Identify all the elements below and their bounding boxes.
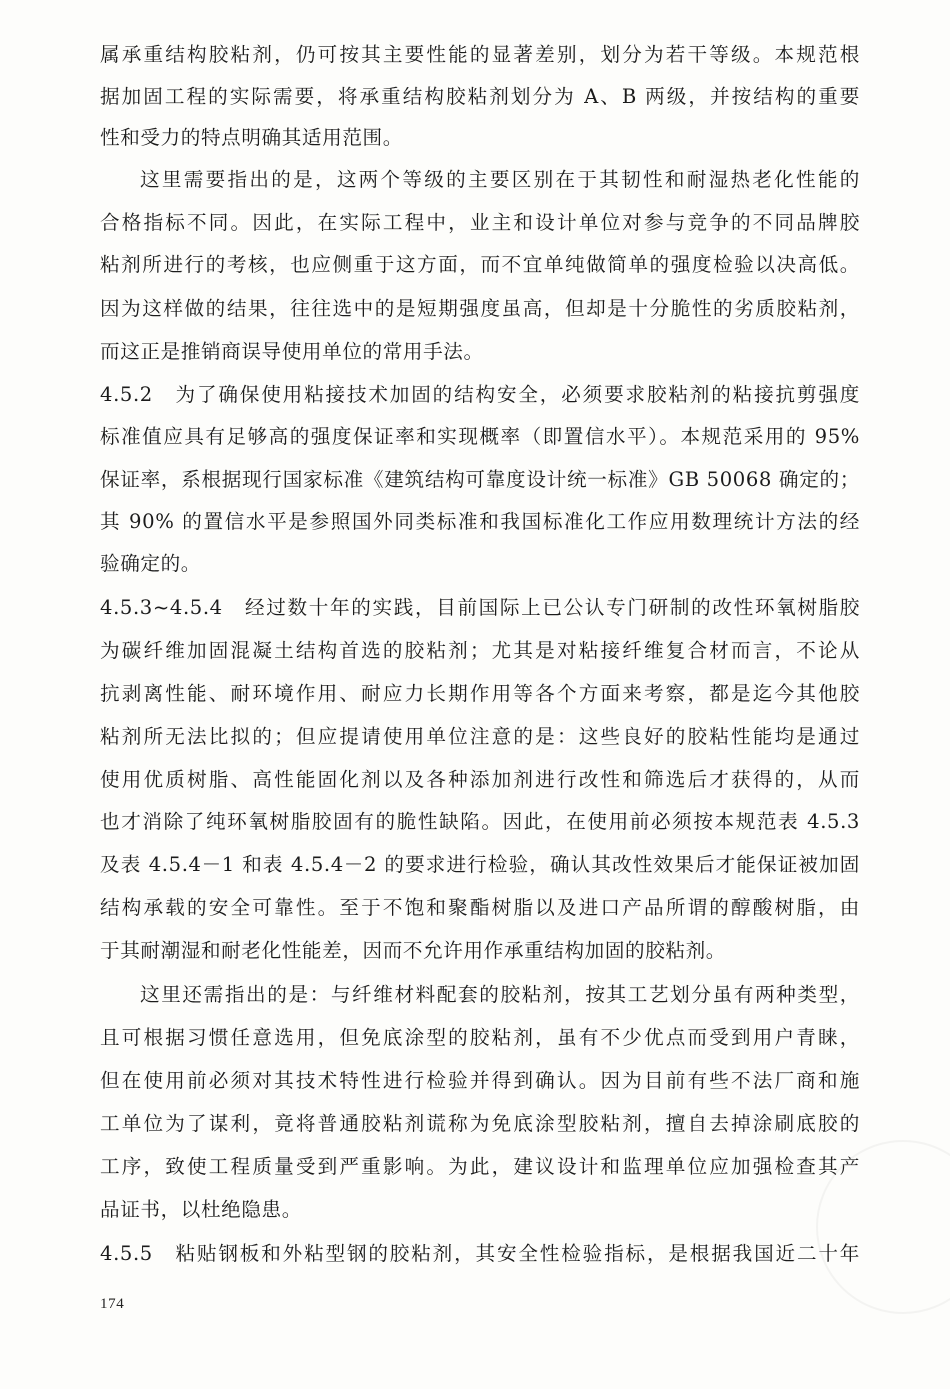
text-line: 其 90% 的置信水平是参照国外同类标准和我国标准化工作应用数理统计方法的经 [100,510,860,533]
text-line: 据加固工程的实际需要，将承重结构胶粘剂划分为 A、B 两级，并按结构的重要 [100,85,860,108]
text-line: 属承重结构胶粘剂，仍可按其主要性能的显著差别，划分为若干等级。本规范根 [100,43,860,66]
text-line: 但在使用前必须对其技术特性进行检验并得到确认。因为目前有些不法厂商和施 [100,1069,860,1092]
text-line: 为碳纤维加固混凝土结构首选的胶粘剂；尤其是对粘接纤维复合材而言，不论从 [100,639,860,662]
text-line: 而这正是推销商误导使用单位的常用手法。 [100,340,484,363]
text-line: 4.5.5 粘贴钢板和外粘型钢的胶粘剂，其安全性检验指标，是根据我国近二十年 [100,1242,860,1265]
text-line: 粘剂所无法比拟的；但应提请使用单位注意的是：这些良好的胶粘性能均是通过 [100,725,860,748]
text-line: 性和受力的特点明确其适用范围。 [100,126,403,149]
text-line: 且可根据习惯任意选用，但免底涂型的胶粘剂，虽有不少优点而受到用户青睐， [100,1026,860,1049]
text-line: 使用优质树脂、高性能固化剂以及各种添加剂进行改性和筛选后才获得的，从而 [100,768,860,791]
text-line: 合格指标不同。因此，在实际工程中，业主和设计单位对参与竞争的不同品牌胶 [100,211,860,234]
text-line: 4.5.2 为了确保使用粘接技术加固的结构安全，必须要求胶粘剂的粘接抗剪强度 [100,383,860,406]
text-line: 4.5.3~4.5.4 经过数十年的实践，目前国际上已公认专门研制的改性环氧树脂胶 [100,596,860,619]
text-line: 于其耐潮湿和耐老化性能差，因而不允许用作承重结构加固的胶粘剂。 [100,939,727,962]
text-line: 品证书，以杜绝隐患。 [100,1198,302,1221]
text-line: 工序，致使工程质量受到严重影响。为此，建议设计和监理单位应加强检查其产 [100,1155,860,1178]
text-line: 这里还需指出的是：与纤维材料配套的胶粘剂，按其工艺划分虽有两种类型， [140,983,860,1006]
text-line: 及表 4.5.4－1 和表 4.5.4－2 的要求进行检验，确认其改性效果后才能保证被加固 [100,853,860,876]
text-line: 结构承载的安全可靠性。至于不饱和聚酯树脂以及进口产品所谓的醇酸树脂，由 [100,896,860,919]
text-line: 粘剂所进行的考核，也应侧重于这方面，而不宜单纯做简单的强度检验以决高低。 [100,253,860,276]
text-line: 标准值应具有足够高的强度保证率和实现概率（即置信水平）。本规范采用的 95% [100,425,860,448]
page-number: 174 [100,1296,125,1312]
text-line: 因为这样做的结果，往往选中的是短期强度虽高，但却是十分脆性的劣质胶粘剂， [100,297,860,320]
text-line: 工单位为了谋利，竟将普通胶粘剂谎称为免底涂型胶粘剂，擅自去掉涂刷底胶的 [100,1112,860,1135]
text-line: 这里需要指出的是，这两个等级的主要区别在于其韧性和耐湿热老化性能的 [140,168,860,191]
text-line: 抗剥离性能、耐环境作用、耐应力长期作用等各个方面来考察，都是迄今其他胶 [100,682,860,705]
text-line: 也才消除了纯环氧树脂胶固有的脆性缺陷。因此，在使用前必须按本规范表 4.5.3 [100,810,860,833]
text-line: 保证率，系根据现行国家标准《建筑结构可靠度设计统一标准》GB 50068 确定的； [100,468,860,491]
text-line: 验确定的。 [100,552,201,575]
